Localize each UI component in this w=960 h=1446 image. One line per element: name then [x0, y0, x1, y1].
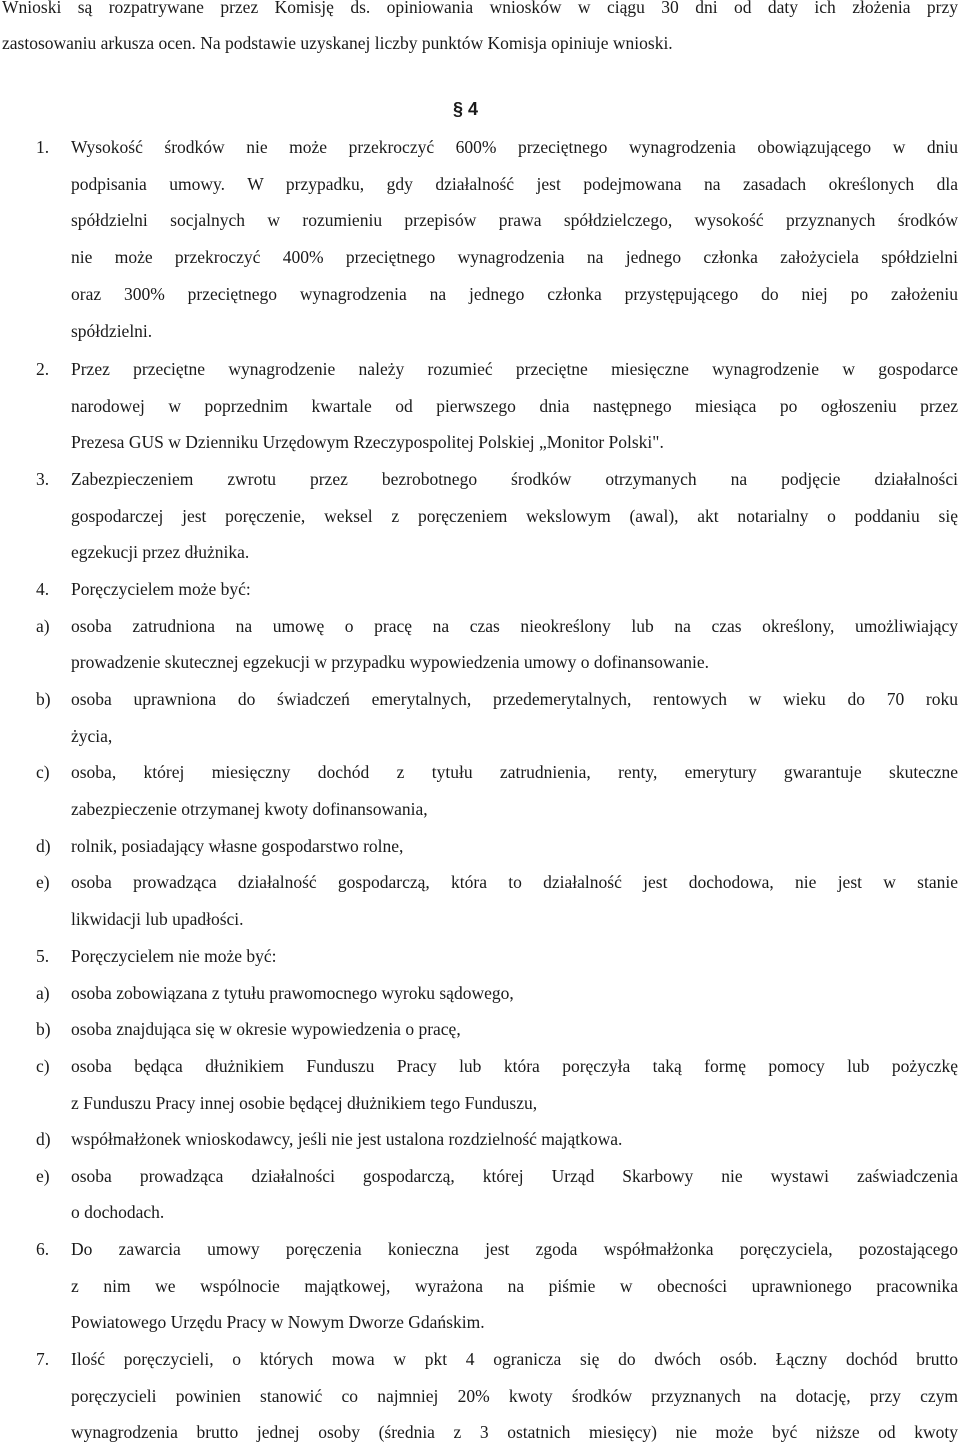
paragraph-7-line	[0, 1383, 960, 1409]
list-item-line	[0, 1163, 960, 1189]
list-item-text: osoba uprawniona do świadczeń emerytalnych, przedemerytalnych, rentowych w wieku do 70 roku	[71, 689, 958, 709]
paragraph-text: Ilość poręczycieli, o których mowa w pkt 4 ogranicza się do dwóch osób. Łączny dochód brutto	[71, 1349, 958, 1369]
paragraph-6-line	[0, 1236, 960, 1262]
paragraph-text: narodowej w poprzednim kwartale od pierwszego dnia następnego miesiąca po ogłoszeniu przez	[71, 396, 958, 416]
paragraph-number: 2.	[36, 359, 50, 379]
list-item-line	[0, 1090, 960, 1116]
paragraph-text: Przez przeciętne wynagrodzenie należy rozumieć przeciętne miesięczne wynagrodzenie w gospodarce	[71, 359, 958, 379]
list-item-line	[0, 906, 960, 932]
list-item-text: osoba prowadząca działalności gospodarczą, której Urząd Skarbowy nie wystawi zaświadczenia	[71, 1166, 958, 1186]
list-item-marker: e)	[36, 872, 50, 892]
list-item-line	[0, 1126, 960, 1152]
list-item-marker: b)	[36, 1019, 51, 1039]
intro-paragraph-line	[0, 0, 960, 20]
paragraph-5-line	[0, 943, 960, 969]
paragraph-number: 1.	[36, 137, 50, 157]
paragraph-text: oraz 300% przeciętnego wynagrodzenia na jednego członka przystępującego do niej po założeniu	[71, 284, 958, 304]
paragraph-2-line	[0, 429, 960, 455]
paragraph-text: podpisania umowy. W przypadku, gdy działalność jest podejmowana na zasadach określonych dla	[71, 174, 958, 194]
paragraph-text: Poręczycielem może być:	[71, 579, 251, 599]
list-item-text: współmałżonek wnioskodawcy, jeśli nie jest ustalona rozdzielność majątkowa.	[71, 1129, 623, 1149]
list-item-text: likwidacji lub upadłości.	[71, 909, 244, 929]
paragraph-7-line	[0, 1419, 960, 1445]
paragraph-1-line	[0, 207, 960, 233]
list-item-line	[0, 759, 960, 785]
list-item-text: życia,	[71, 726, 113, 746]
paragraph-text: Do zawarcia umowy poręczenia konieczna jest zgoda współmałżonka poręczyciela, pozostającego	[71, 1239, 958, 1259]
list-item-text: osoba zobowiązana z tytułu prawomocnego wyroku sądowego,	[71, 983, 514, 1003]
paragraph-6-line	[0, 1309, 960, 1335]
paragraph-text: Poręczycielem nie może być:	[71, 946, 277, 966]
list-item-text: osoba będąca dłużnikiem Funduszu Pracy lub która poręczyła taką formę pomocy lub pożyczkę	[71, 1056, 958, 1076]
paragraph-text: wynagrodzenia brutto jednej osoby (średnia z 3 ostatnich miesięcy) nie może być niższe od kwoty	[71, 1422, 958, 1442]
paragraph-7-line	[0, 1346, 960, 1372]
list-item-line	[0, 980, 960, 1006]
list-item-text: z Funduszu Pracy innej osobie będącej dłużnikiem tego Funduszu,	[71, 1093, 538, 1113]
paragraph-text: Powiatowego Urzędu Pracy w Nowym Dworze Gdańskim.	[71, 1312, 485, 1332]
list-item-text: prowadzenie skutecznej egzekucji w przypadku wypowiedzenia umowy o dofinansowanie.	[71, 652, 710, 672]
paragraph-text: Zabezpieczeniem zwrotu przez bezrobotnego środków otrzymanych na podjęcie działalności	[71, 469, 958, 489]
list-item-line	[0, 613, 960, 639]
paragraph-number: 6.	[36, 1239, 50, 1259]
list-item-line	[0, 833, 960, 859]
list-item-line	[0, 796, 960, 822]
list-item-text: osoba, której miesięczny dochód z tytułu zatrudnienia, renty, emerytury gwarantuje skuteczne	[71, 762, 958, 782]
paragraph-text: spółdzielni.	[71, 321, 153, 341]
paragraph-text: z nim we wspólnocie majątkowej, wyrażona na piśmie w obecności uprawnionego pracownika	[71, 1276, 958, 1296]
paragraph-4-line	[0, 576, 960, 602]
list-item-text: osoba znajdująca się w okresie wypowiedzenia o pracę,	[71, 1019, 461, 1039]
paragraph-text: egzekucji przez dłużnika.	[71, 542, 250, 562]
list-item-text: osoba zatrudniona na umowę o pracę na czas nieokreślony lub na czas określony, umożliwiający	[71, 616, 958, 636]
paragraph-1-line	[0, 244, 960, 270]
list-item-text: rolnik, posiadający własne gospodarstwo rolne,	[71, 836, 404, 856]
list-item-marker: a)	[36, 983, 50, 1003]
list-item-marker: c)	[36, 1056, 50, 1076]
list-item-marker: c)	[36, 762, 50, 782]
paragraph-text: spółdzielni socjalnych w rozumieniu przepisów prawa spółdzielczego, wysokość przyznanych środków	[71, 210, 958, 230]
list-item-line	[0, 1053, 960, 1079]
paragraph-1-line	[0, 134, 960, 160]
paragraph-text: Prezesa GUS w Dzienniku Urzędowym Rzeczypospolitej Polskiej „Monitor Polski".	[71, 432, 664, 452]
list-item-marker: a)	[36, 616, 50, 636]
list-item-text: osoba prowadząca działalność gospodarczą, która to działalność jest dochodowa, nie jest w stanie	[71, 872, 958, 892]
list-item-text: zabezpieczenie otrzymanej kwoty dofinansowania,	[71, 799, 428, 819]
paragraph-1-line	[0, 281, 960, 307]
section-heading: § 4	[453, 99, 479, 119]
paragraph-text: Wysokość środków nie może przekroczyć 600% przeciętnego wynagrodzenia obowiązującego w dniu	[71, 137, 958, 157]
paragraph-number: 3.	[36, 469, 50, 489]
intro-text-line-2: zastosowaniu arkusza ocen. Na podstawie uzyskanej liczby punktów Komisja opiniuje wnioski.	[2, 33, 673, 53]
list-item-marker: b)	[36, 689, 51, 709]
list-item-line	[0, 1199, 960, 1225]
intro-text-line-1: Wnioski są rozpatrywane przez Komisję ds. opiniowania wniosków w ciągu 30 dni od daty ich złożenia przy	[2, 0, 958, 17]
paragraph-1-line	[0, 171, 960, 197]
list-item-line	[0, 686, 960, 712]
list-item-marker: e)	[36, 1166, 50, 1186]
paragraph-number: 7.	[36, 1349, 50, 1369]
paragraph-text: poręczycieli powinien stanowić co najmniej 20% kwoty środków przyznanych na dotację, przy czym	[71, 1386, 958, 1406]
list-item-line	[0, 723, 960, 749]
paragraph-3-line	[0, 539, 960, 565]
list-item-marker: d)	[36, 836, 51, 856]
paragraph-3-line	[0, 503, 960, 529]
paragraph-text: gospodarczej jest poręczenie, weksel z poręczeniem wekslowym (awal), akt notarialny o poddaniu się	[71, 506, 958, 526]
paragraph-number: 4.	[36, 579, 50, 599]
list-item-line	[0, 649, 960, 675]
paragraph-number: 5.	[36, 946, 50, 966]
paragraph-6-line	[0, 1273, 960, 1299]
paragraph-3-line	[0, 466, 960, 492]
intro-paragraph-line	[0, 30, 960, 56]
paragraph-2-line	[0, 393, 960, 419]
paragraph-1-line	[0, 318, 960, 344]
list-item-marker: d)	[36, 1129, 51, 1149]
paragraph-text: nie może przekroczyć 400% przeciętnego wynagrodzenia na jednego członka założyciela spółdzielni	[71, 247, 958, 267]
list-item-text: o dochodach.	[71, 1202, 165, 1222]
list-item-line	[0, 869, 960, 895]
list-item-line	[0, 1016, 960, 1042]
paragraph-2-line	[0, 356, 960, 382]
